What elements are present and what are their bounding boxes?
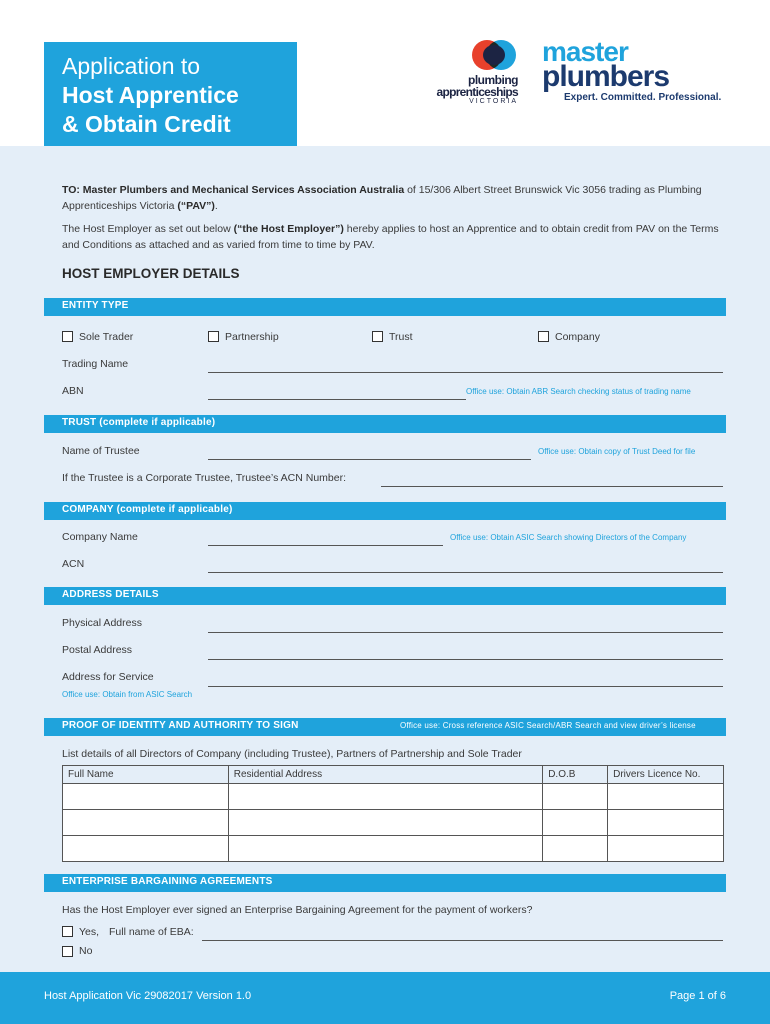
intro-paragraph-2: The Host Employer as set out below (“the Host Employer”) hereby applies to host an Apprentice and to obtain credit from PAV on the Terms and Conditions as attached and as varied from time to time by PAV. xyxy=(62,223,719,251)
trading-name-label: Trading Name xyxy=(62,358,129,370)
eba-yes-checkbox[interactable] xyxy=(62,926,73,937)
master-plumbers-logo xyxy=(542,36,732,110)
footer-page-number: Page 1 of 6 xyxy=(669,990,726,1002)
title-line-1: Application to xyxy=(62,53,201,79)
dob-cell[interactable] xyxy=(543,784,608,810)
postal-address-label: Postal Address xyxy=(62,644,133,656)
partnership-label: Partnership xyxy=(225,331,279,343)
proof-of-identity-bar xyxy=(44,718,726,736)
drivers-licence-cell[interactable] xyxy=(608,810,724,836)
dob-cell[interactable] xyxy=(543,836,608,862)
eba-yes-label: Yes, xyxy=(79,926,100,938)
table-row xyxy=(63,810,724,836)
entity-type-bar: ENTITY TYPE xyxy=(44,298,726,316)
table-header-row xyxy=(63,766,724,784)
eba-no-label: No xyxy=(79,945,93,957)
address-for-service-field[interactable] xyxy=(208,686,723,687)
trustee-acn-label: If the Trustee is a Corporate Trustee, Trustee’s ACN Number: xyxy=(62,472,347,484)
drivers-licence-cell[interactable] xyxy=(608,784,724,810)
column-header-drivers-licence: Drivers Licence No. xyxy=(608,766,724,784)
mp-tagline: Expert. Committed. Professional. xyxy=(564,92,722,103)
residential-address-cell[interactable] xyxy=(228,810,542,836)
physical-address-label: Physical Address xyxy=(62,617,142,629)
footer-version: Host Application Vic 29082017 Version 1.0 xyxy=(44,990,252,1002)
company-name-field[interactable] xyxy=(208,545,443,546)
title-line-2: Host Apprentice xyxy=(62,82,239,108)
company-name-label: Company Name xyxy=(62,531,138,543)
trading-name-field[interactable] xyxy=(208,372,723,373)
column-header-dob: D.O.B xyxy=(543,766,608,784)
company-label: Company xyxy=(555,331,600,343)
document-title xyxy=(44,42,297,146)
physical-address-field[interactable] xyxy=(208,632,723,633)
mp-logo-line-1: master xyxy=(542,36,628,67)
partnership-checkbox[interactable] xyxy=(208,331,219,342)
dob-cell[interactable] xyxy=(543,810,608,836)
acn-field[interactable] xyxy=(208,572,723,573)
residential-address-cell[interactable] xyxy=(228,836,542,862)
table-row xyxy=(63,784,724,810)
eba-full-name-field[interactable] xyxy=(202,940,723,941)
full-name-cell[interactable] xyxy=(63,810,229,836)
plumbing-apprenticeships-logo xyxy=(436,40,530,110)
pav-logo-line-1: plumbing xyxy=(468,73,518,87)
trustee-acn-field[interactable] xyxy=(381,486,723,487)
sole-trader-checkbox[interactable] xyxy=(62,331,73,342)
postal-address-field[interactable] xyxy=(208,659,723,660)
proof-office-note: Office use: Cross reference ASIC Search/ABR Search and view driver’s license xyxy=(400,721,696,730)
column-header-residential-address: Residential Address xyxy=(228,766,542,784)
eba-no-checkbox[interactable] xyxy=(62,946,73,957)
trust-label: Trust xyxy=(389,331,413,343)
proof-instruction: List details of all Directors of Company (including Trustee), Partners of Partnership and Sole Trader xyxy=(62,748,522,760)
pav-logo-line-2: apprenticeships xyxy=(436,85,518,99)
eba-question: Has the Host Employer ever signed an Enterprise Bargaining Agreement for the payment of workers? xyxy=(62,904,533,916)
mp-logo-line-2: plumbers xyxy=(542,60,670,93)
full-name-cell[interactable] xyxy=(63,784,229,810)
address-for-service-label: Address for Service xyxy=(62,671,154,683)
trustee-office-note: Office use: Obtain copy of Trust Deed for file xyxy=(538,447,696,456)
page-footer xyxy=(0,972,770,1024)
section-title: HOST EMPLOYER DETAILS xyxy=(62,266,240,281)
full-name-cell[interactable] xyxy=(63,836,229,862)
table-row xyxy=(63,836,724,862)
eba-bar: ENTERPRISE BARGAINING AGREEMENTS xyxy=(44,874,726,892)
drivers-licence-cell[interactable] xyxy=(608,836,724,862)
address-office-note: Office use: Obtain from ASIC Search xyxy=(62,690,193,699)
sole-trader-label: Sole Trader xyxy=(79,331,134,343)
trust-bar: TRUST (complete if applicable) xyxy=(44,415,726,433)
address-details-bar: ADDRESS DETAILS xyxy=(44,587,726,605)
intro-paragraph-1: TO: Master Plumbers and Mechanical Services Association Australia of 15/306 Albert Street Brunswick Vic 3056 trading as Plumbing Apprenticeships Victoria (“PAV”). xyxy=(62,184,702,212)
abn-field[interactable] xyxy=(208,399,466,400)
abn-label: ABN xyxy=(62,385,84,397)
company-office-note: Office use: Obtain ASIC Search showing Directors of the Company xyxy=(450,533,687,542)
acn-label: ACN xyxy=(62,558,85,570)
name-of-trustee-field[interactable] xyxy=(208,459,531,460)
proof-bar-title: PROOF OF IDENTITY AND AUTHORITY TO SIGN xyxy=(62,720,299,731)
trust-checkbox[interactable] xyxy=(372,331,383,342)
pav-circles-icon xyxy=(472,40,522,74)
eba-full-name-label: Full name of EBA: xyxy=(109,926,194,938)
title-line-3: & Obtain Credit xyxy=(62,111,231,137)
directors-table xyxy=(62,765,724,862)
pav-logo-line-3: VICTORIA xyxy=(469,98,518,105)
abn-office-note: Office use: Obtain ABR Search checking status of trading name xyxy=(466,387,691,396)
name-of-trustee-label: Name of Trustee xyxy=(62,445,140,457)
company-checkbox[interactable] xyxy=(538,331,549,342)
residential-address-cell[interactable] xyxy=(228,784,542,810)
column-header-full-name: Full Name xyxy=(63,766,229,784)
company-bar: COMPANY (complete if applicable) xyxy=(44,502,726,520)
page-header xyxy=(0,0,770,146)
